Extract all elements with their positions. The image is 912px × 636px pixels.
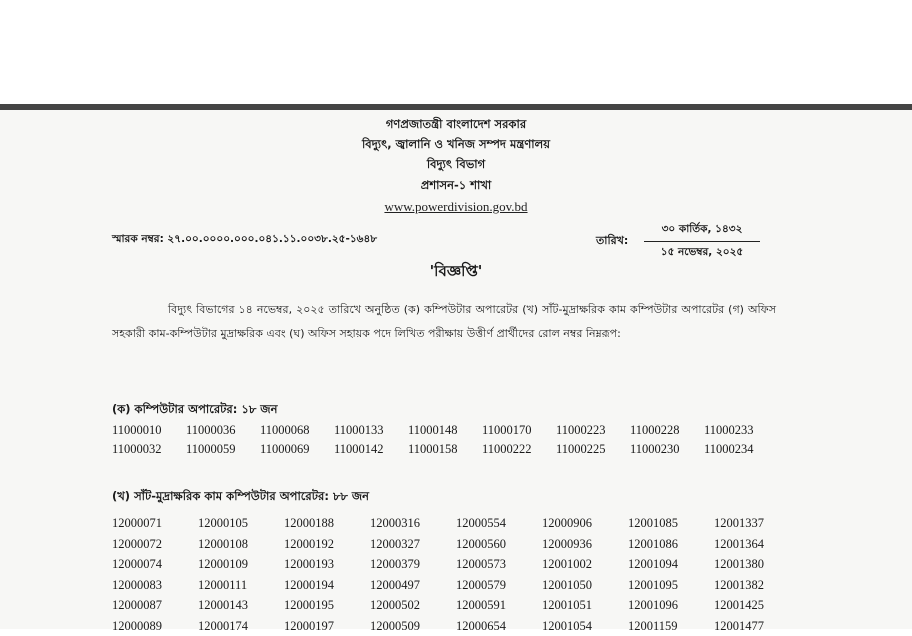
roll-number: 12000654 bbox=[456, 616, 542, 636]
roll-number: 11000036 bbox=[186, 421, 260, 440]
roll-number: 12001425 bbox=[714, 595, 800, 616]
top-blank-area bbox=[0, 0, 912, 104]
roll-number: 12000193 bbox=[284, 554, 370, 575]
roll-number: 12000936 bbox=[542, 534, 628, 555]
roll-number: 12000195 bbox=[284, 595, 370, 616]
date-label: তারিখ: bbox=[596, 232, 628, 251]
roll-number: 12001094 bbox=[628, 554, 714, 575]
roll-number: 12000105 bbox=[198, 513, 284, 534]
roll-number: 12001364 bbox=[714, 534, 800, 555]
roll-number: 11000059 bbox=[186, 440, 260, 459]
roll-number: 12000560 bbox=[456, 534, 542, 555]
roll-number: 11000234 bbox=[704, 440, 778, 459]
roll-number: 11000133 bbox=[334, 421, 408, 440]
roll-number: 12001477 bbox=[714, 616, 800, 636]
roll-number: 11000158 bbox=[408, 440, 482, 459]
roll-number: 12001382 bbox=[714, 575, 800, 596]
roll-number: 12000111 bbox=[198, 575, 284, 596]
roll-number: 12001085 bbox=[628, 513, 714, 534]
roll-number: 12001050 bbox=[542, 575, 628, 596]
roll-number: 12000143 bbox=[198, 595, 284, 616]
section-b-title: (খ) সাঁট-মুদ্রাক্ষরিক কাম কম্পিউটার অপারেটর: ৮৮ জন bbox=[112, 488, 369, 507]
date-block bbox=[644, 222, 760, 262]
roll-number: 11000222 bbox=[482, 440, 556, 459]
gov-title: গণপ্রজাতন্ত্রী বাংলাদেশ সরকার bbox=[0, 116, 912, 135]
roll-number: 12000316 bbox=[370, 513, 456, 534]
roll-number: 12000074 bbox=[112, 554, 198, 575]
notice-title: 'বিজ্ঞপ্তি' bbox=[0, 260, 912, 285]
roll-number: 12001054 bbox=[542, 616, 628, 636]
date-gregorian: ১৫ নভেম্বর, ২০২৫ bbox=[644, 242, 760, 262]
roll-number: 12000327 bbox=[370, 534, 456, 555]
branch-title: প্রশাসন-১ শাখা bbox=[0, 177, 912, 196]
roll-number: 12000109 bbox=[198, 554, 284, 575]
section-b-roll-grid bbox=[112, 513, 800, 636]
roll-number: 11000228 bbox=[630, 421, 704, 440]
roll-number: 12001337 bbox=[714, 513, 800, 534]
roll-number: 11000225 bbox=[556, 440, 630, 459]
roll-number: 12000554 bbox=[456, 513, 542, 534]
section-a-title: (ক) কম্পিউটার অপারেটর: ১৮ জন bbox=[112, 401, 277, 420]
division-title: বিদ্যুৎ বিভাগ bbox=[0, 156, 912, 175]
roll-number: 11000230 bbox=[630, 440, 704, 459]
roll-number: 12000579 bbox=[456, 575, 542, 596]
section-a-roll-grid bbox=[112, 421, 778, 459]
roll-number: 12000192 bbox=[284, 534, 370, 555]
roll-number: 12001051 bbox=[542, 595, 628, 616]
date-bangla: ৩০ কার্তিক, ১৪৩২ bbox=[644, 222, 760, 242]
website-link[interactable]: www.powerdivision.gov.bd bbox=[0, 199, 912, 215]
roll-number: 12000072 bbox=[112, 534, 198, 555]
roll-number: 12001086 bbox=[628, 534, 714, 555]
roll-number: 12000083 bbox=[112, 575, 198, 596]
roll-number: 12000108 bbox=[198, 534, 284, 555]
roll-number: 11000010 bbox=[112, 421, 186, 440]
ministry-title: বিদ্যুৎ, জ্বালানি ও খনিজ সম্পদ মন্ত্রণালয় bbox=[0, 136, 912, 155]
roll-number: 12000087 bbox=[112, 595, 198, 616]
roll-number: 12000509 bbox=[370, 616, 456, 636]
roll-number: 12001159 bbox=[628, 616, 714, 636]
roll-number: 12000906 bbox=[542, 513, 628, 534]
roll-number: 11000032 bbox=[112, 440, 186, 459]
roll-number: 12000502 bbox=[370, 595, 456, 616]
roll-number: 11000068 bbox=[260, 421, 334, 440]
roll-number: 11000069 bbox=[260, 440, 334, 459]
roll-number: 12001002 bbox=[542, 554, 628, 575]
roll-number: 11000148 bbox=[408, 421, 482, 440]
roll-number: 12001095 bbox=[628, 575, 714, 596]
roll-number: 11000223 bbox=[556, 421, 630, 440]
roll-number: 12000174 bbox=[198, 616, 284, 636]
roll-number: 12000071 bbox=[112, 513, 198, 534]
roll-number: 11000170 bbox=[482, 421, 556, 440]
roll-number: 12000497 bbox=[370, 575, 456, 596]
roll-number: 12001380 bbox=[714, 554, 800, 575]
roll-number: 12000197 bbox=[284, 616, 370, 636]
memo-number: স্মারক নম্বর: ২৭.০০.০০০০.০০০.০৪১.১১.০০৩৮.২৫-১৬৪৮ bbox=[112, 232, 377, 249]
roll-number: 12001096 bbox=[628, 595, 714, 616]
roll-number: 12000573 bbox=[456, 554, 542, 575]
roll-number: 12000188 bbox=[284, 513, 370, 534]
notice-body: বিদ্যুৎ বিভাগের ১৪ নভেম্বর, ২০২৫ তারিখে অনুষ্ঠিত (ক) কম্পিউটার অপারেটর (খ) সাঁট-মুদ্রাক্ষরিক কাম কম্পিউটার অপারেটর (গ) অফিস সহকারী কাম-কম্পিউটার মুদ্রাক্ষরিক এবং (ঘ) অফিস সহায়ক পদে লিখিত পরীক্ষায় উত্তীর্ণ প্রার্থীদের রোল নম্বর নিম্নরূপ: bbox=[112, 298, 776, 346]
roll-number: 11000233 bbox=[704, 421, 778, 440]
roll-number: 12000089 bbox=[112, 616, 198, 636]
roll-number: 12000379 bbox=[370, 554, 456, 575]
roll-number: 12000591 bbox=[456, 595, 542, 616]
roll-number: 12000194 bbox=[284, 575, 370, 596]
roll-number: 11000142 bbox=[334, 440, 408, 459]
